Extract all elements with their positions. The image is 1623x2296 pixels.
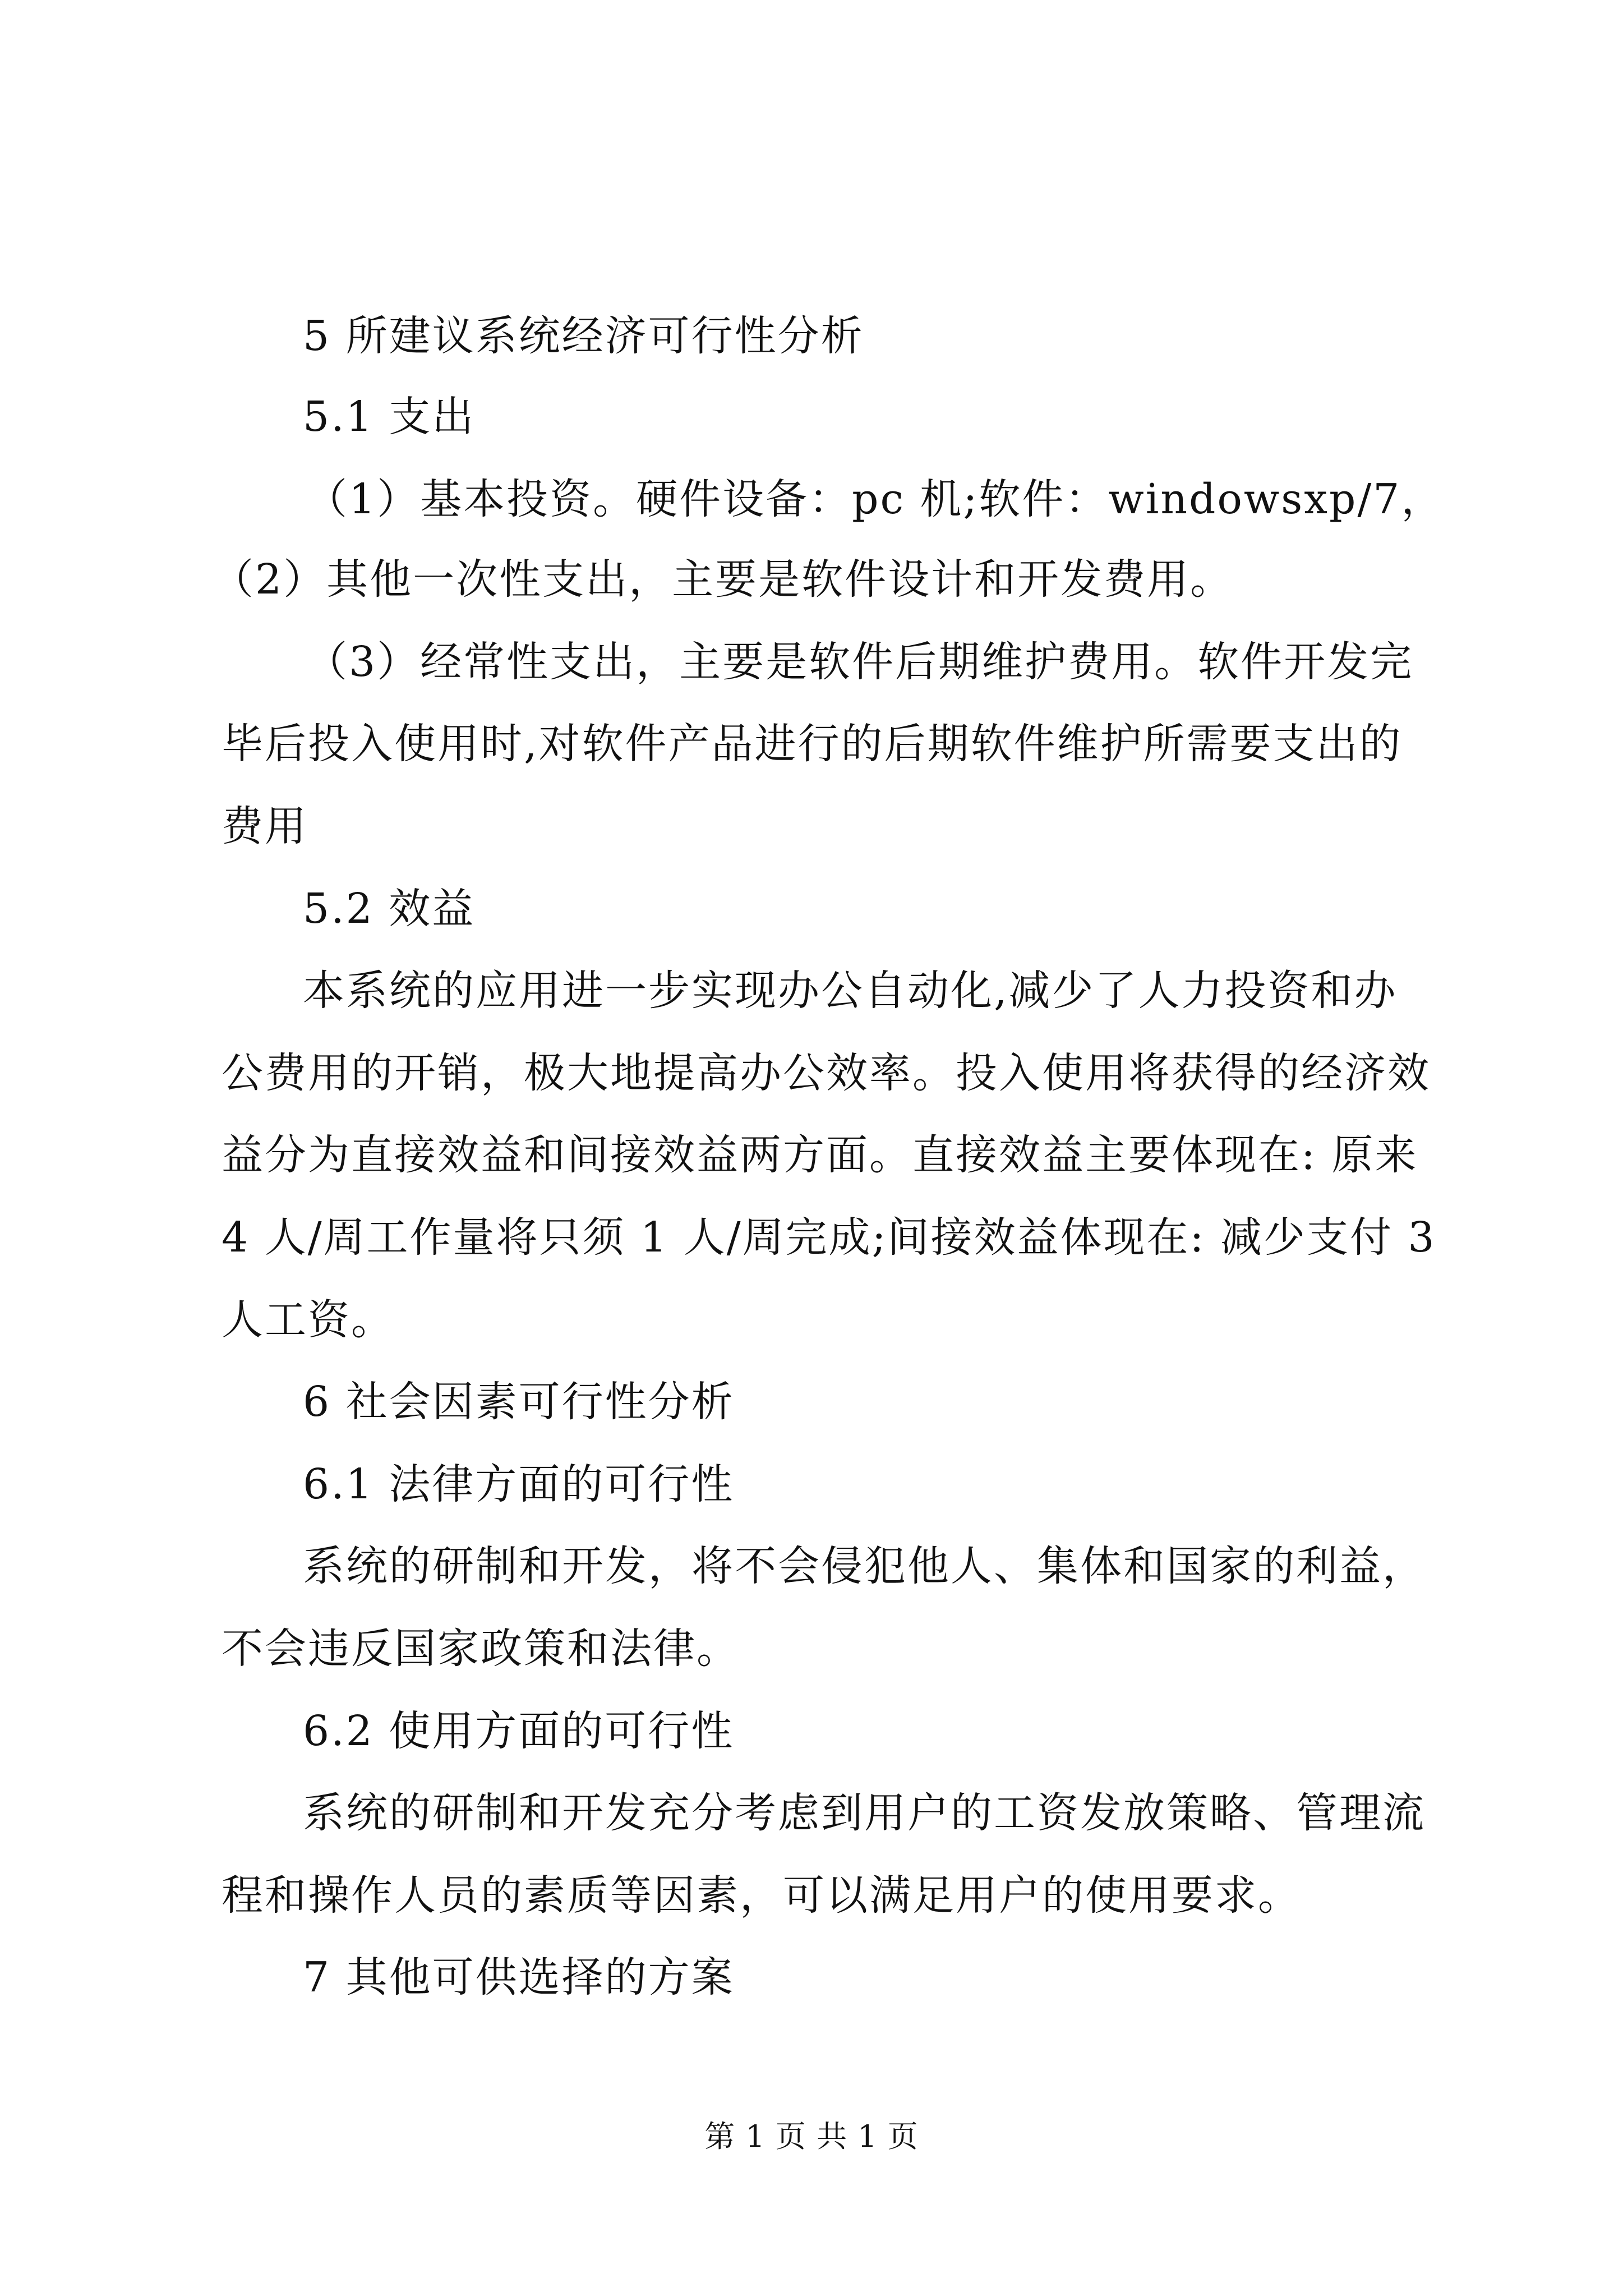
paragraph-benefit-line-3: 益分为直接效益和间接效益两方面。直接效益主要体现在: 原来: [222, 1131, 1418, 1179]
paragraph-item-3-line-3: 费用: [222, 802, 308, 850]
subsection-heading-6-1: 6.1 法律方面的可行性: [303, 1460, 735, 1508]
paragraph-item-2: （2）其他一次性支出，主要是软件设计和开发费用。: [212, 555, 1234, 604]
paragraph-benefit-line-1: 本系统的应用进一步实现办公自动化,减少了人力投资和办: [303, 967, 1398, 1015]
paragraph-item-1: （1）基本投资。硬件设备：pc 机;软件：windowsxp/7，: [306, 475, 1445, 523]
paragraph-benefit-line-2: 公费用的开销，极大地提高办公效率。投入使用将获得的经济效: [222, 1049, 1431, 1097]
paragraph-item-3-line-1: （3）经常性支出，主要是软件后期维护费用。软件开发完: [306, 638, 1414, 686]
paragraph-item-3-line-2: 毕后投入使用时,对软件产品进行的后期软件维护所需要支出的: [222, 720, 1403, 768]
subsection-heading-6-2: 6.2 使用方面的可行性: [303, 1707, 735, 1755]
paragraph-legal-line-2: 不会违反国家政策和法律。: [222, 1625, 740, 1673]
section-heading-6: 6 社会因素可行性分析: [303, 1378, 735, 1426]
paragraph-usage-line-2: 程和操作人员的素质等因素，可以满足用户的使用要求。: [222, 1871, 1301, 1920]
subsection-heading-5-2: 5.2 效益: [303, 885, 476, 933]
paragraph-benefit-line-4: 4 人/周工作量将只须 1 人/周完成;间接效益体现在: 减少支付 3: [222, 1213, 1436, 1262]
page-footer: 第 1 页 共 1 页: [704, 2119, 919, 2154]
paragraph-benefit-line-5: 人工资。: [222, 1296, 394, 1344]
subsection-heading-5-1: 5.1 支出: [303, 393, 476, 441]
paragraph-usage-line-1: 系统的研制和开发充分考虑到用户的工资发放策略、管理流: [303, 1789, 1426, 1837]
paragraph-legal-line-1: 系统的研制和开发，将不会侵犯他人、集体和国家的利益，: [303, 1542, 1426, 1590]
section-heading-7: 7 其他可供选择的方案: [303, 1953, 735, 2001]
section-heading-5: 5 所建议系统经济可行性分析: [303, 312, 864, 360]
